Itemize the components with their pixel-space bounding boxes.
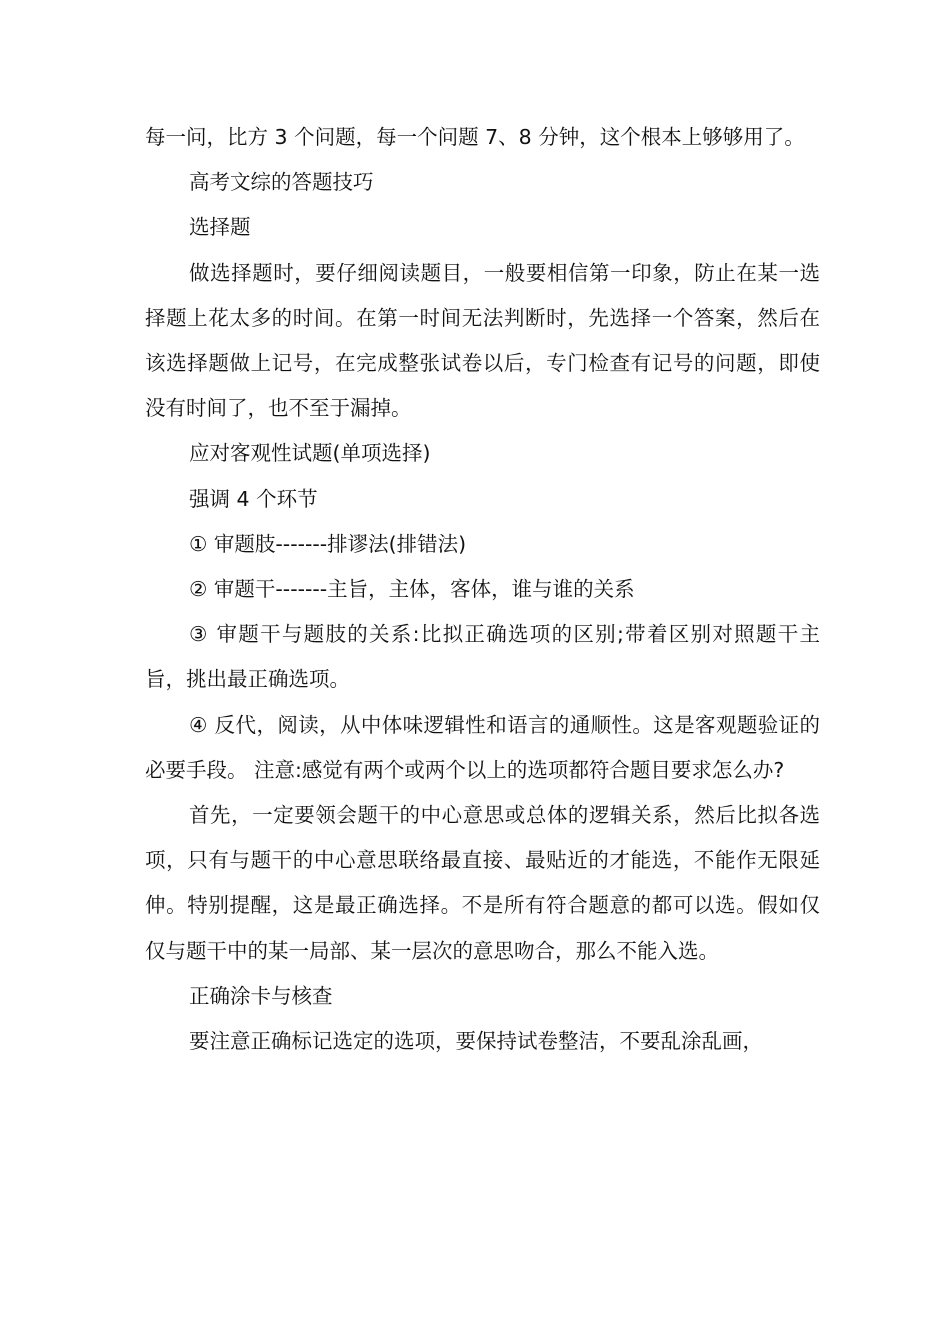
subsection-heading: 正确涂卡与核查 (189, 983, 333, 1008)
section-heading: 高考文综的答题技巧 (189, 170, 374, 195)
subsection-heading: 选择题 (189, 215, 251, 240)
document-body (145, 115, 820, 1064)
paragraph: 首先，一定要领会题干的中心意思或总体的逻辑关系，然后比拟各选项，只有与题干的中心意思联络最直接、最贴近的才能选，不能作无限延伸。特别提醒，这是最正确选择。不是所有符合题意的都可以选。假如仅仅与题干中的某一局部、某一层次的意思吻合，那么不能入选。 (145, 803, 820, 963)
list-item: ① 审题肢-------排谬法(排错法) (189, 531, 467, 556)
paragraph: 要注意正确标记选定的选项，要保持试卷整洁，不要乱涂乱画， (189, 1029, 763, 1054)
list-item: ④ 反代，阅读，从中体味逻辑性和语言的通顺性。这是客观题验证的必要手段。 注意:感觉有两个或两个以上的选项都符合题目要求怎么办? (145, 712, 820, 782)
paragraph: 每一问，比方 3 个问题，每一个问题 7、8 分钟，这个根本上够够用了。 (145, 125, 805, 149)
paragraph: 强调 4 个环节 (189, 486, 318, 511)
paragraph: 做选择题时，要仔细阅读题目，一般要相信第一印象，防止在某一选择题上花太多的时间。在第一时间无法判断时，先选择一个答案，然后在该选择题做上记号，在完成整张试卷以后，专门检查有记号的问题，即使没有时间了，也不至于漏掉。 (145, 260, 820, 421)
subsection-heading: 应对客观性试题(单项选择) (189, 441, 431, 466)
list-item: ③ 审题干与题肢的关系:比拟正确选项的区别;带着区别对照题干主旨，挑出最正确选项。 (145, 622, 820, 692)
list-item: ② 审题干-------主旨，主体，客体，谁与谁的关系 (189, 577, 635, 602)
